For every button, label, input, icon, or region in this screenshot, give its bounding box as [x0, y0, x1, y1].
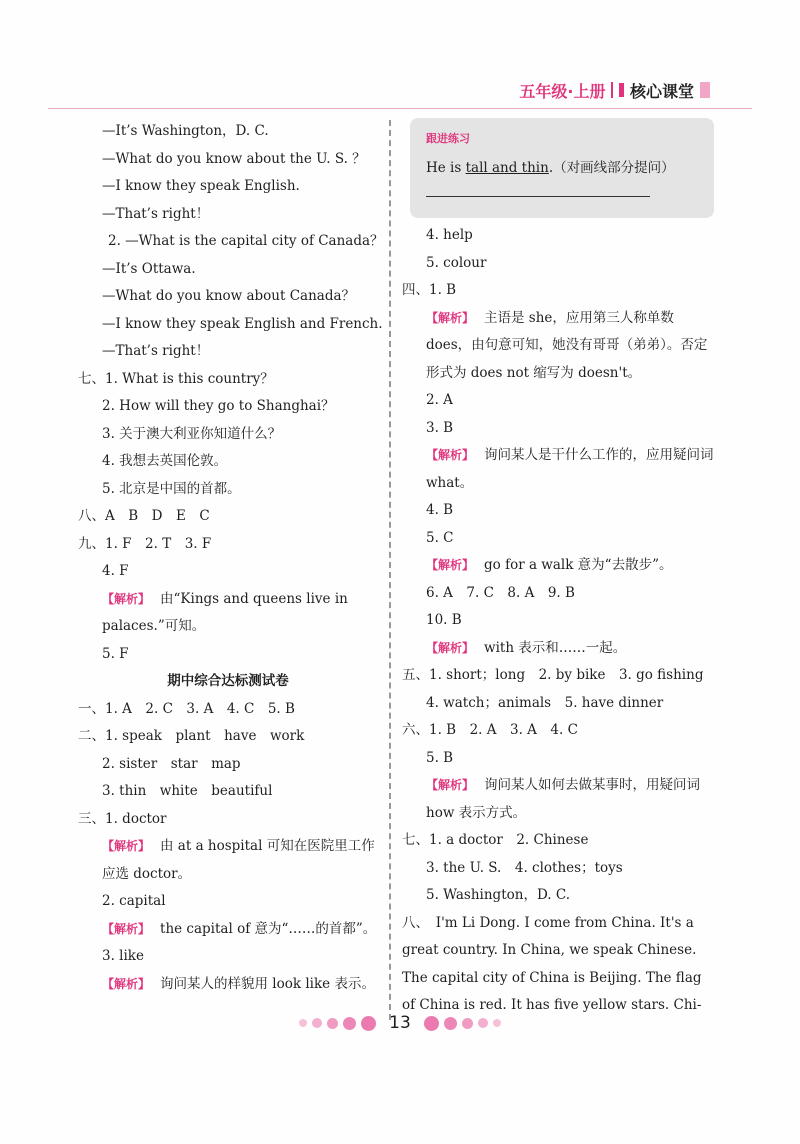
answer-line: 4. B: [426, 502, 454, 518]
footer-dot-icon: [478, 1018, 488, 1028]
answer-line: 2. capital: [102, 893, 166, 909]
answer-line: 3. like: [102, 948, 144, 964]
answer-line: 2. How will they go to Shanghai？: [102, 398, 335, 414]
footer-dot-icon: [424, 1016, 439, 1031]
analysis-tag: 【解析】: [426, 640, 475, 655]
header-rule: [48, 108, 752, 109]
note-text: 询问某人的样貌用 look like 表示。: [160, 975, 375, 992]
note-text: with 表示和……一起。: [484, 639, 627, 656]
answer-line: 5. colour: [426, 254, 487, 271]
answer-line: 4. help: [426, 227, 473, 243]
question-text-before: He is: [426, 160, 466, 176]
analysis-note: [402, 772, 714, 827]
footer-dot-icon: [361, 1016, 376, 1031]
practice-question: [426, 156, 698, 176]
note-text: 由 at a hospital 可知在医院里工作应选 doctor。: [102, 838, 375, 882]
analysis-tag: 【解析】: [102, 976, 151, 991]
answer-line: 九、1. F 2. T 3. F: [78, 535, 212, 552]
answer-blank-line: [426, 196, 650, 197]
answer-line: 一、1. A 2. C 3. A 4. C 5. B: [78, 700, 295, 717]
answer-line: —It’s Ottawa.: [102, 260, 196, 277]
practice-title: 跟进练习: [426, 132, 470, 145]
page-number: 13: [389, 1013, 411, 1033]
analysis-note: [78, 833, 378, 888]
answer-line: 八、A B D E C: [78, 508, 210, 524]
footer-dot-icon: [327, 1018, 338, 1029]
analysis-note: [78, 586, 378, 641]
header-bar-icon: [700, 82, 710, 98]
section-label: 核心课堂: [629, 81, 694, 101]
header-separator: [611, 82, 613, 98]
answer-line: 4. F: [102, 563, 129, 579]
footer-dot-icon: [343, 1017, 356, 1030]
answer-line: 4. watch；animals 5. have dinner: [426, 694, 664, 711]
answer-line: 七、1. a doctor 2. Chinese: [402, 832, 589, 848]
answer-line: 3. B: [426, 419, 454, 436]
answer-line: —It’s Washington，D. C.: [102, 123, 269, 139]
note-text: 由“Kings and queens live in palaces.”可知。: [102, 590, 348, 634]
right-items: [402, 222, 714, 1020]
left-column: [78, 118, 384, 998]
answer-line: —What do you know about Canada？: [102, 288, 356, 304]
practice-box: [410, 118, 714, 218]
answer-line: 二、1. speak plant have work: [78, 728, 305, 744]
footer-dot-icon: [493, 1019, 501, 1027]
answer-line: 5. F: [102, 645, 129, 662]
analysis-note: [402, 305, 714, 388]
answer-line: —That’s right！: [102, 205, 210, 222]
answer-line: 2. —What is the capital city of Canada？: [108, 233, 384, 249]
note-text: the capital of 意为“……的首都”。: [160, 920, 377, 937]
answer-line: —I know they speak English and French.: [102, 315, 383, 332]
answer-line: —I know they speak English.: [102, 178, 300, 194]
footer-dot-icon: [462, 1018, 473, 1029]
grade-label: 五年级·上册: [519, 81, 606, 101]
answer-line: 5. B: [426, 749, 454, 766]
footer-dot-icon: [444, 1017, 457, 1030]
underlined-phrase: tall and thin: [465, 160, 549, 176]
answer-line: 2. sister star map: [102, 755, 241, 772]
analysis-note: [78, 971, 378, 999]
answer-line: 4. 我想去英国伦敦。: [102, 453, 228, 469]
note-text: go for a walk 意为“去散步”。: [484, 557, 673, 573]
analysis-note: [402, 442, 714, 497]
analysis-note: [402, 635, 714, 663]
analysis-tag: 【解析】: [426, 448, 475, 462]
analysis-tag: 【解析】: [426, 558, 475, 572]
answer-line: 五、1. short；long 2. by bike 3. go fishing: [402, 667, 704, 683]
answer-line: 5. 北京是中国的首都。: [102, 480, 241, 497]
analysis-note: [402, 552, 714, 580]
right-column: [402, 118, 714, 1020]
answer-line: 3. the U. S. 4. clothes；toys: [426, 859, 623, 876]
passage-text: [402, 910, 714, 1020]
note-text: 询问某人如何去做某事时，用疑问词 how 表示方式。: [426, 777, 701, 821]
page-header: [519, 74, 710, 106]
analysis-note: [78, 916, 378, 944]
analysis-tag: 【解析】: [102, 839, 151, 853]
note-text: 主语是 she，应用第三人称单数 does，由句意可知，她没有哥哥（弟弟）。否定形式为 does not 缩写为 doesn't。: [426, 309, 708, 381]
note-text: 八、 I'm Li Dong. I come from China. It's a great country. In China, we speak Chinese. The capital city of China is Beijing. The flag of China is red. It has five yellow stars. Chi-: [402, 914, 702, 1013]
answer-line: 七、1. What is this country？: [78, 370, 274, 387]
answer-line: 三、1. doctor: [78, 810, 167, 827]
question-text-after: .（对画线部分提问）: [548, 160, 675, 176]
answer-line: —What do you know about the U. S. ？: [102, 150, 366, 167]
answer-line: 3. thin white beautiful: [102, 783, 273, 799]
answer-line: 2. A: [426, 392, 453, 408]
answer-line: 10. B: [426, 612, 462, 628]
answer-line: 5. C: [426, 529, 454, 546]
analysis-tag: 【解析】: [102, 591, 151, 606]
analysis-tag: 【解析】: [102, 921, 151, 936]
header-square-icon: [619, 83, 624, 97]
answer-line: 3. 关于澳大利亚你知道什么？: [102, 425, 282, 442]
note-text: 询问某人是干什么工作的，应用疑问词 what。: [426, 447, 714, 491]
answer-line: 6. A 7. C 8. A 9. B: [426, 584, 575, 601]
section-title: 期中综合达标测试卷: [167, 673, 289, 689]
answer-line: 5. Washington，D. C.: [426, 887, 571, 903]
analysis-tag: 【解析】: [426, 778, 475, 792]
analysis-tag: 【解析】: [426, 310, 475, 325]
page-footer: [0, 1008, 800, 1038]
answer-line: —That’s right！: [102, 343, 210, 359]
answer-line: 六、1. B 2. A 3. A 4. C: [402, 722, 578, 738]
column-divider: [389, 120, 391, 1020]
answer-line: 四、1. B: [402, 282, 457, 298]
footer-dot-icon: [312, 1018, 322, 1028]
footer-dot-icon: [299, 1019, 307, 1027]
